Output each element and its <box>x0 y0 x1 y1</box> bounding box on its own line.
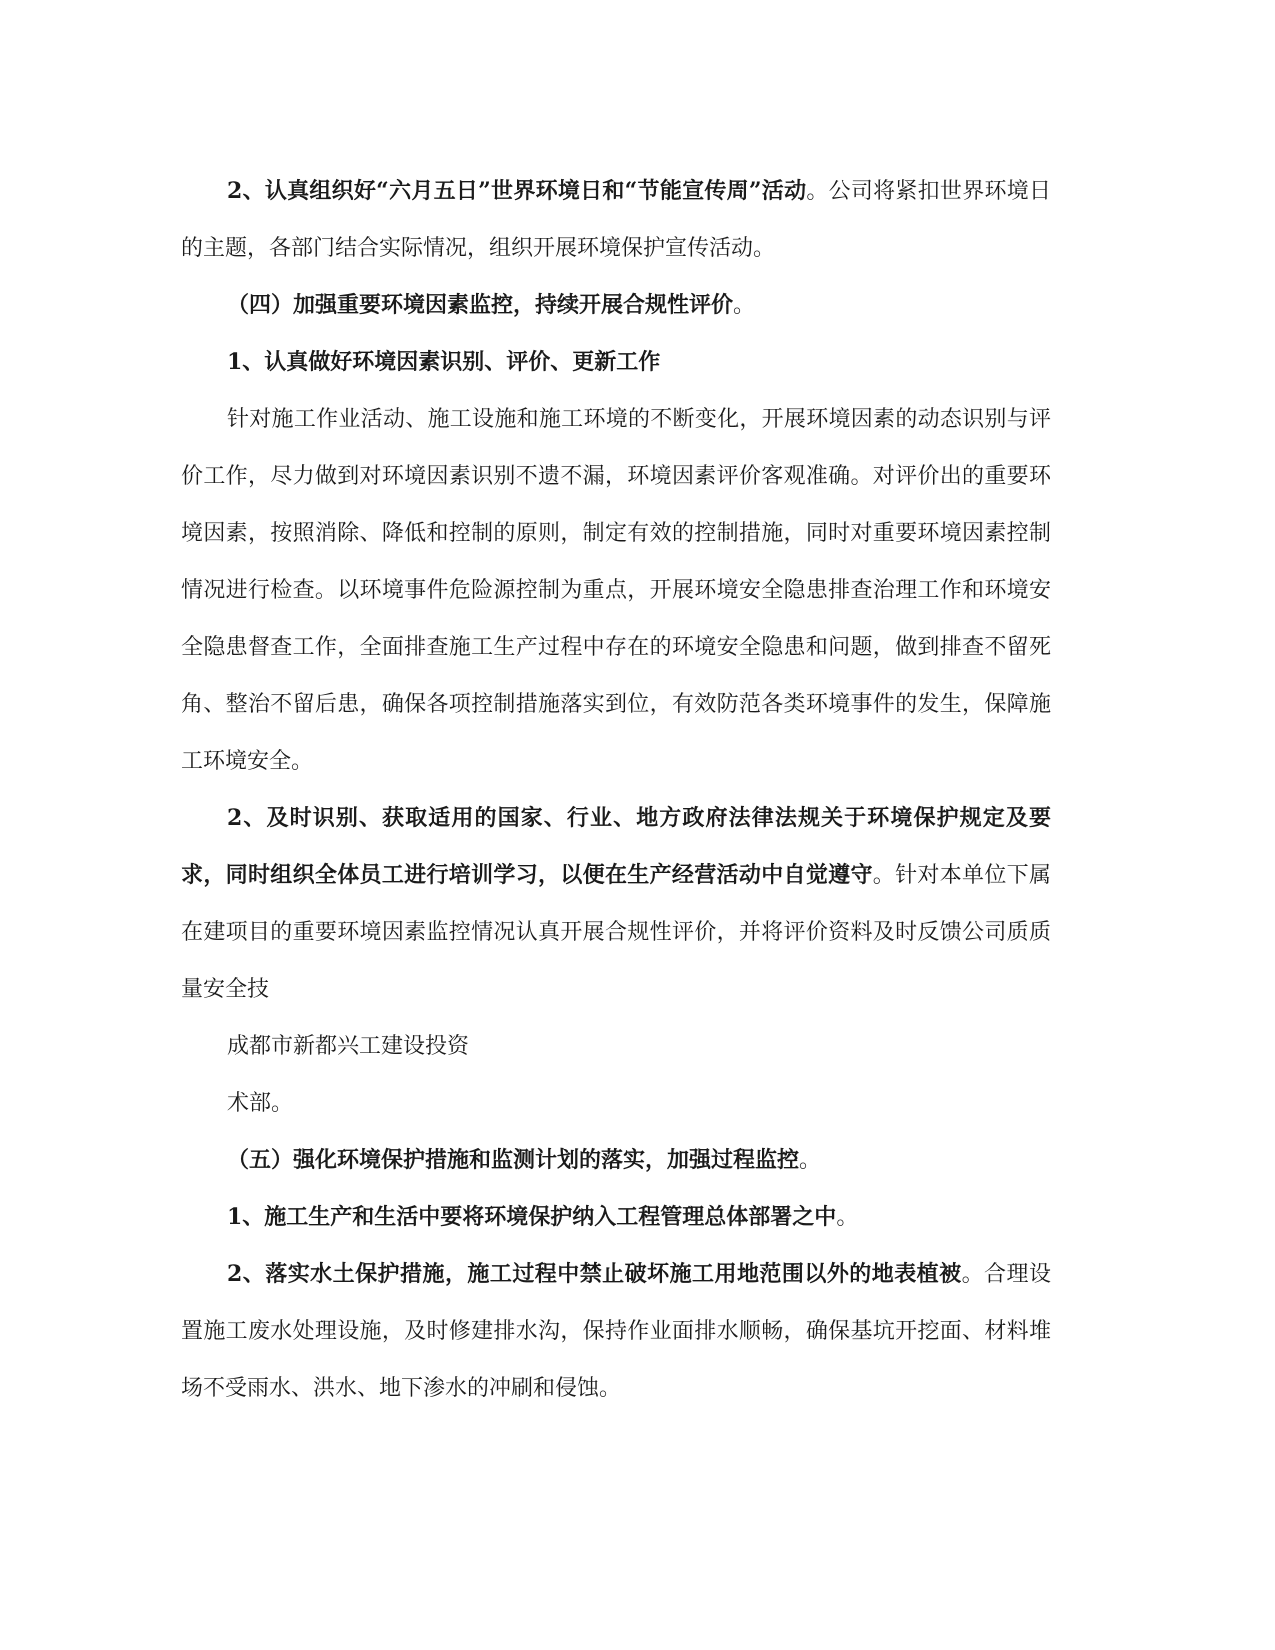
subheading-text: 1、认真做好环境因素识别、评价、更新工作 <box>227 349 661 375</box>
paragraph-heading: 2、及时识别、获取适用的国家、行业、地方政府法律法规关于环境保护规定及要求，同时组织全体员工进行培训学习，以便在生产经营活动中自觉遵守 <box>181 805 1051 888</box>
paragraph-department <box>181 1075 1051 1132</box>
section-heading-5 <box>181 1132 1051 1189</box>
paragraph-text: 成都市新都兴工建设投资 <box>227 1034 470 1059</box>
paragraph-text: 术部。 <box>227 1091 294 1116</box>
paragraph-text: 。公司将紧扣世界环境日的主题，各部门结合实际情况，组织开展环境保护宣传活动。 <box>181 179 1051 261</box>
subheading-construction <box>181 1189 1051 1246</box>
paragraph-heading: 2、认真组织好“六月五日”世界环境日和“节能宣传周”活动 <box>227 178 807 204</box>
paragraph-env-identification <box>181 391 1051 790</box>
section-heading-4 <box>181 277 1051 334</box>
subheading-text: 1、施工生产和生活中要将环境保护纳入工程管理总体部署之中 <box>227 1204 837 1230</box>
section-title-punct: 。 <box>799 1148 822 1173</box>
paragraph-heading: 2、落实水土保护措施，施工过程中禁止破坏施工用地范围以外的地表植被 <box>227 1261 962 1287</box>
paragraph-env-day <box>181 163 1051 277</box>
subheading-tail: 。 <box>836 1205 859 1230</box>
paragraph-soil-water <box>181 1246 1051 1417</box>
paragraph-text: 。针对本单位下属在建项目的重要环境因素监控情况认真开展合规性评价，并将评价资料及时反馈公司质质量安全技 <box>181 863 1051 1002</box>
section-title-punct: 。 <box>733 293 756 318</box>
document-body <box>181 163 1051 1417</box>
paragraph-regulations <box>181 790 1051 1018</box>
subheading-env-factors <box>181 334 1051 391</box>
section-title: （五）强化环境保护措施和监测计划的落实，加强过程监控 <box>227 1147 800 1173</box>
paragraph-text: 。合理设置施工废水处理设施，及时修建排水沟，保持作业面排水顺畅，确保基坑开挖面、材料堆场不受雨水、洪水、地下渗水的冲刷和侵蚀。 <box>181 1262 1051 1401</box>
paragraph-company-name <box>181 1018 1051 1075</box>
section-title: （四）加强重要环境因素监控，持续开展合规性评价 <box>227 292 734 318</box>
paragraph-text: 针对施工作业活动、施工设施和施工环境的不断变化，开展环境因素的动态识别与评价工作，尽力做到对环境因素识别不遗不漏，环境因素评价客观准确。对评价出的重要环境因素，按照消除、降低和控制的原则，制定有效的控制措施，同时对重要环境因素控制情况进行检查。以环境事件危险源控制为重点，开展环境安全隐患排查治理工作和环境安全隐患督查工作，全面排查施工生产过程中存在的环境安全隐患和问题，做到排查不留死角、整治不留后患，确保各项控制措施落实到位，有效防范各类环境事件的发生，保障施工环境安全。 <box>181 407 1051 774</box>
